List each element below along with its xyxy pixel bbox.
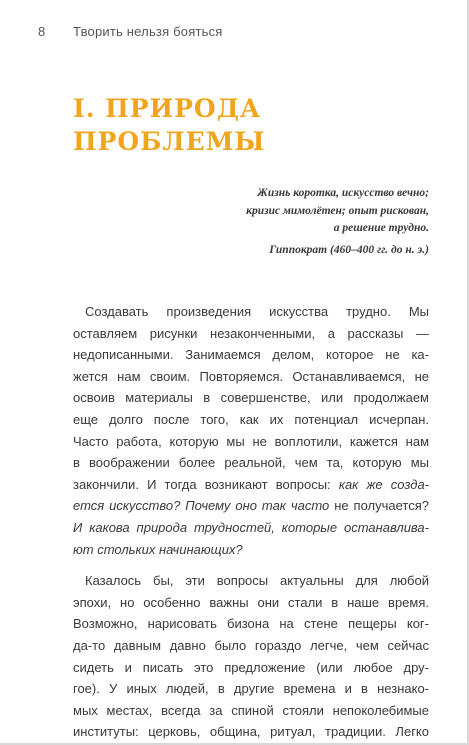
epigraph-author: Гиппократ (460–400 гг. до н. э.) [269,243,429,256]
epigraph-line: а решение трудно. [333,222,429,234]
running-title: Творить нельзя бояться [73,24,223,39]
text-line: жется нам своим. Повторяемся. Останавливаемся, не [73,368,429,384]
text-line: еще долго после того, как их потенциал исчерпан. [73,411,429,427]
italic-question: ют стольких начинающих? [73,541,243,557]
paragraph [73,570,429,743]
text-line: институты: церковь, община, ритуал, традиции. Легко [73,724,429,740]
italic-question: как же созда- [338,476,429,492]
running-header [38,24,449,39]
italic-question: ется искусство? Почему оно так часто [73,498,330,514]
text-line: Казалось бы, эти вопросы актуальны для любой [85,573,429,589]
text-line: эпохи, но особенно важны они стали в наше время. [73,594,429,610]
paragraph [73,301,429,560]
chapter-title [73,92,433,158]
epigraph [129,185,429,259]
chapter-title-line-2: ПРОБЛЕМЫ [73,127,266,156]
text-line [73,495,429,517]
text-line: освоив материалы в совершенстве, или продолжаем [73,390,429,406]
text-line: да-то давным давно было гораздо легче, чем сейчас [73,637,429,653]
text-line: оставляем рисунки незаконченными, а рассказы — [73,325,429,341]
chapter-title-line-1: I. ПРИРОДА [73,94,262,123]
text-line: Создавать произведения искусства трудно. Мы [85,304,429,319]
text-line: Часто работа, которую мы не воплотили, кажется нам [73,433,429,449]
text-line: недописанными. Занимаемся делом, которое не ка- [73,347,429,363]
text-segment: не получается? [329,498,429,514]
text-line: Возможно, нарисовать бизона на стене пещеры ког- [73,616,429,632]
epigraph-line: кризис мимолётен; опыт рискован, [246,204,429,217]
text-line: гое). У иных людей, в другие времена и в незнако- [73,681,429,697]
italic-question: И какова природа трудностей, которые останавлива- [73,519,429,535]
page-number: 8 [38,24,46,39]
text-line: в воображении более реальной, чем та, которую мы [73,455,429,471]
text-line: мых местах, всегда за спиной стояли непоколебимые [73,702,429,718]
text-segment: закончили. И тогда возникают вопросы: [73,476,339,492]
text-line [73,474,429,496]
text-line: сидеть и писать это предложение (или любое дру- [73,659,429,675]
epigraph-line: Жизнь коротка, искусство вечно; [257,187,429,199]
body-text [73,301,429,743]
